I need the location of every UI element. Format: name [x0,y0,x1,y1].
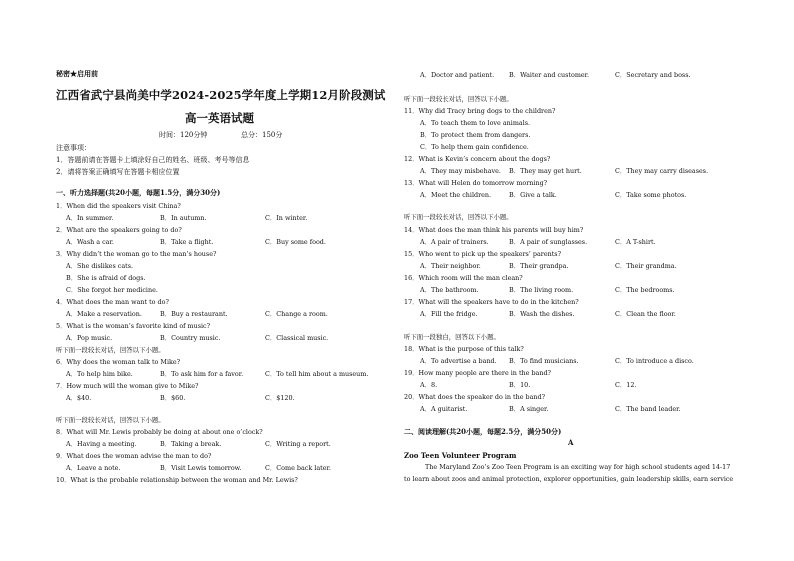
option: B．Wash the dishes. [509,310,575,318]
option: C．Take some photos. [615,191,687,199]
question: 6．Why does the woman talk to Mike? [56,358,181,366]
option: C．Writing a report. [265,440,331,448]
option: A．Make a reservation. [66,310,142,318]
question: 9．What does the woman advise the man to do? [56,452,212,460]
option: C．A T-shirt. [615,238,656,246]
option: A．Pop music. [66,334,113,342]
option: C．To introduce a disco. [615,357,694,365]
question: 13．What will Helen do tomorrow morning? [404,179,548,187]
option: B．She is afraid of dogs. [66,274,146,282]
question: 1．When did the speakers visit China? [56,202,181,210]
question: 18．What is the purpose of this talk? [404,345,524,353]
option: A．A guitarist. [420,405,468,413]
section-heading-listening: 一、听力选择题(共20小题，每题1.5分，满分30分) [56,188,221,197]
option: A．To help him bike. [66,370,133,378]
option: C．Their grandma. [615,262,677,270]
option: C．The band leader. [615,405,681,413]
passage-line: The Maryland Zoo’s Zoo Teen Program is an exciting way for high school students aged 14-17 [425,463,731,471]
question: 2．What are the speakers going to do? [56,226,182,234]
option: A．Their neighbor. [420,262,481,270]
option: A．$40. [66,394,92,402]
option: C．Change a room. [265,310,328,318]
option: B．To ask him for a favor. [160,370,244,378]
notice-item: 2．请将答案正确填写在答题卡相应位置 [56,168,180,176]
instruction: 听下面一段较长对话，回答以下小题。 [56,416,165,424]
question: 16．Which room will the man clean? [404,274,523,282]
exam-time: 时间：120分钟 [159,131,208,139]
option: A．In summer. [66,214,114,222]
option: B．Country music. [160,334,221,342]
question: 11．Why did Tracy bring dogs to the children? [404,107,556,115]
exam-subtitle: 高一英语试题 [185,111,254,125]
option: B．The living room. [509,286,574,294]
passage-line: to learn about zoos and animal protection, explorer opportunities, gain leadership skills, earn service [404,475,734,483]
option: B．Taking a break. [160,440,222,448]
option: B．10. [509,381,531,389]
option: C．Buy some food. [265,238,326,246]
notice-item: 1．答题前请在答题卡上填涂好自己的姓名、班级、考号等信息 [56,156,250,164]
option: A．Wash a car. [66,238,114,246]
option: A．To teach them to love animals. [420,119,531,127]
question: 14．What does the man think his parents will buy him? [404,226,584,234]
passage-label: A [568,438,574,447]
option: C．$120. [265,394,295,402]
option: A．Having a meeting. [66,440,137,448]
exam-title: 江西省武宁县尚美中学2024-2025学年度上学期12月阶段测试 [56,88,386,102]
notice-title: 注意事项： [56,144,91,152]
option: A．Meet the children. [420,191,492,199]
option: B．A singer. [509,405,549,413]
option: B．A pair of sunglasses. [509,238,588,246]
option: B．They may get hurt. [509,167,582,175]
option: A．To advertise a band. [420,357,497,365]
option: C．To tell him about a museum. [265,370,369,378]
question: 15．Who went to pick up the speakers’ parents? [404,250,561,258]
option: B．Their grandpa. [509,262,569,270]
option: C．In winter. [265,214,308,222]
option: C．12. [615,381,637,389]
option: C．Come back later. [265,464,331,472]
question: 10．What is the probable relationship between the woman and Mr. Lewis? [56,476,298,484]
question: 5．What is the woman’s favorite kind of music? [56,322,211,330]
option: C．She forgot her medicine. [66,286,158,294]
instruction: 听下面一段较长对话，回答以下小题。 [404,95,513,103]
option: B．Take a flight. [160,238,214,246]
passage-title: Zoo Teen Volunteer Program [404,451,517,460]
option: C．They may carry diseases. [615,167,709,175]
option: A．8. [420,381,438,389]
option: A．Leave a note. [66,464,121,472]
option: A．The bathroom. [420,286,479,294]
option: B．$60. [160,394,186,402]
section-heading-reading: 二、阅读理解(共20小题，每题2.5分，满分50分) [404,427,562,436]
question: 12．What is Kevin’s concern about the dogs? [404,155,551,163]
option: A．A pair of trainers. [420,238,489,246]
exam-total-score: 总分：150分 [241,131,283,139]
option: B．To find musicians. [509,357,579,365]
confidential-mark: 秘密★启用前 [56,69,98,78]
option: B．Visit Lewis tomorrow. [160,464,242,472]
option: C．To help them gain confidence. [420,143,529,151]
instruction: 听下面一段较长对话，回答以下小题。 [56,346,165,354]
option: C．The bedrooms. [615,286,675,294]
option: C．Secretary and boss. [615,71,691,79]
option: A．Doctor and patient. [420,71,495,79]
question: 19．How many people are there in the band? [404,369,551,377]
option: B．In autumn. [160,214,207,222]
option: A．She dislikes cats. [66,262,134,270]
option: B．To protect them from dangers. [420,131,531,139]
instruction: 听下面一段独白，回答以下小题。 [404,333,500,341]
question: 20．What does the speaker do in the band? [404,393,546,401]
option: B．Waiter and customer. [509,71,590,79]
option: B．Give a talk. [509,191,557,199]
option: C．Clean the floor. [615,310,676,318]
option: A．Fill the fridge. [420,310,478,318]
question: 17．What will the speakers have to do in the kitchen? [404,298,579,306]
question: 3．Why didn’t the woman go to the man’s house? [56,250,217,258]
question: 8．What will Mr. Lewis probably be doing at about one o’clock? [56,428,263,436]
instruction: 听下面一段较长对话，回答以下小题。 [404,213,513,221]
option: B．Buy a restaurant. [160,310,228,318]
option: C．Classical music. [265,334,329,342]
question: 7．How much will the woman give to Mike? [56,382,199,390]
option: A．They may misbehave. [420,167,501,175]
question: 4．What does the man want to do? [56,298,169,306]
